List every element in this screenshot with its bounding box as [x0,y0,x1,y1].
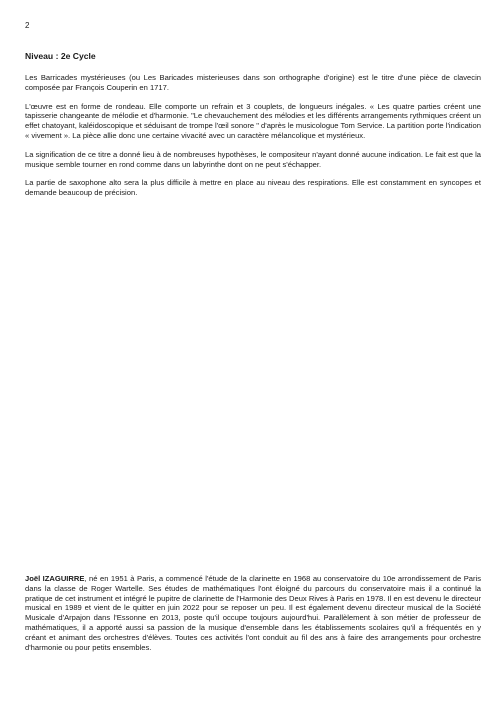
arranger-bio-text: , né en 1951 à Paris, a commencé l'étude de la clarinette en 1968 au conservatoire du 10e arrondissement de Paris dans la classe de Roger Wartelle. Ses études de mathématiques l'ont éloigné du parcours du conservatoire mais il a continué la pratique de cet instrument et intégré le pupitre de clarinette de l'Harmonie des Deux Rives à Paris en 1978. Il en est devenu le directeur musical en 1989 et vient de le quitter en juin 2022 pour se reposer un peu. Il est également devenu directeur musical de la Société Musicale d'Arpajon dans l'Essonne en 2013, poste qu'il occupe toujours aujourd'hui. Parallèlement à son métier de professeur de mathématiques, il a apporté aussi sa passion de la musique d'ensemble dans les établissements scolaires qu'il a fréquentés en y créant et animant des orchestres d'élèves. Toutes ces activités l'ont conduit au fil des ans à faire des arrangements pour orchestre d'harmonie ou pour petits ensembles. [25,574,481,652]
arranger-bio [25,574,481,652]
main-content [25,51,481,207]
paragraph-title-meaning: La signification de ce titre a donné lieu à de nombreuses hypothèses, le compositeur n'ayant donné aucune indication. Le fait est que la musique semble tourner en rond comme dans un labyrinthe dont on ne peut s'échapper. [25,149,481,169]
arranger-name: Joël IZAGUIRRE [25,574,85,583]
paragraph-saxophone: La partie de saxophone alto sera la plus difficile à mettre en place au niveau des respirations. Elle est constamment en syncopes et demande beaucoup de précision. [25,178,481,198]
page-number: 2 [25,21,30,30]
level-heading: Niveau : 2e Cycle [25,51,96,61]
paragraph-form: L'œuvre est en forme de rondeau. Elle comporte un refrain et 3 couplets, de longueurs inégales. « Les quatre parties créent une tapisserie changeante de mélodie et d'harmonie. "Le chevauchement des mélodies et les différents arrangements rythmiques créent un effet chatoyant, kaléidoscopique et séduisant de trompe l'œil sonore " d'après le musicologue Tom Service. La partition porte l'indication « vivement ». La pièce allie donc une certaine vivacité avec un caractère mélancolique et mystérieux. [25,101,481,140]
paragraph-intro: Les Barricades mystérieuses (ou Les Baricades misterieuses dans son orthographe d'origine) est le titre d'une pièce de clavecin composée par François Couperin en 1717. [25,73,481,92]
